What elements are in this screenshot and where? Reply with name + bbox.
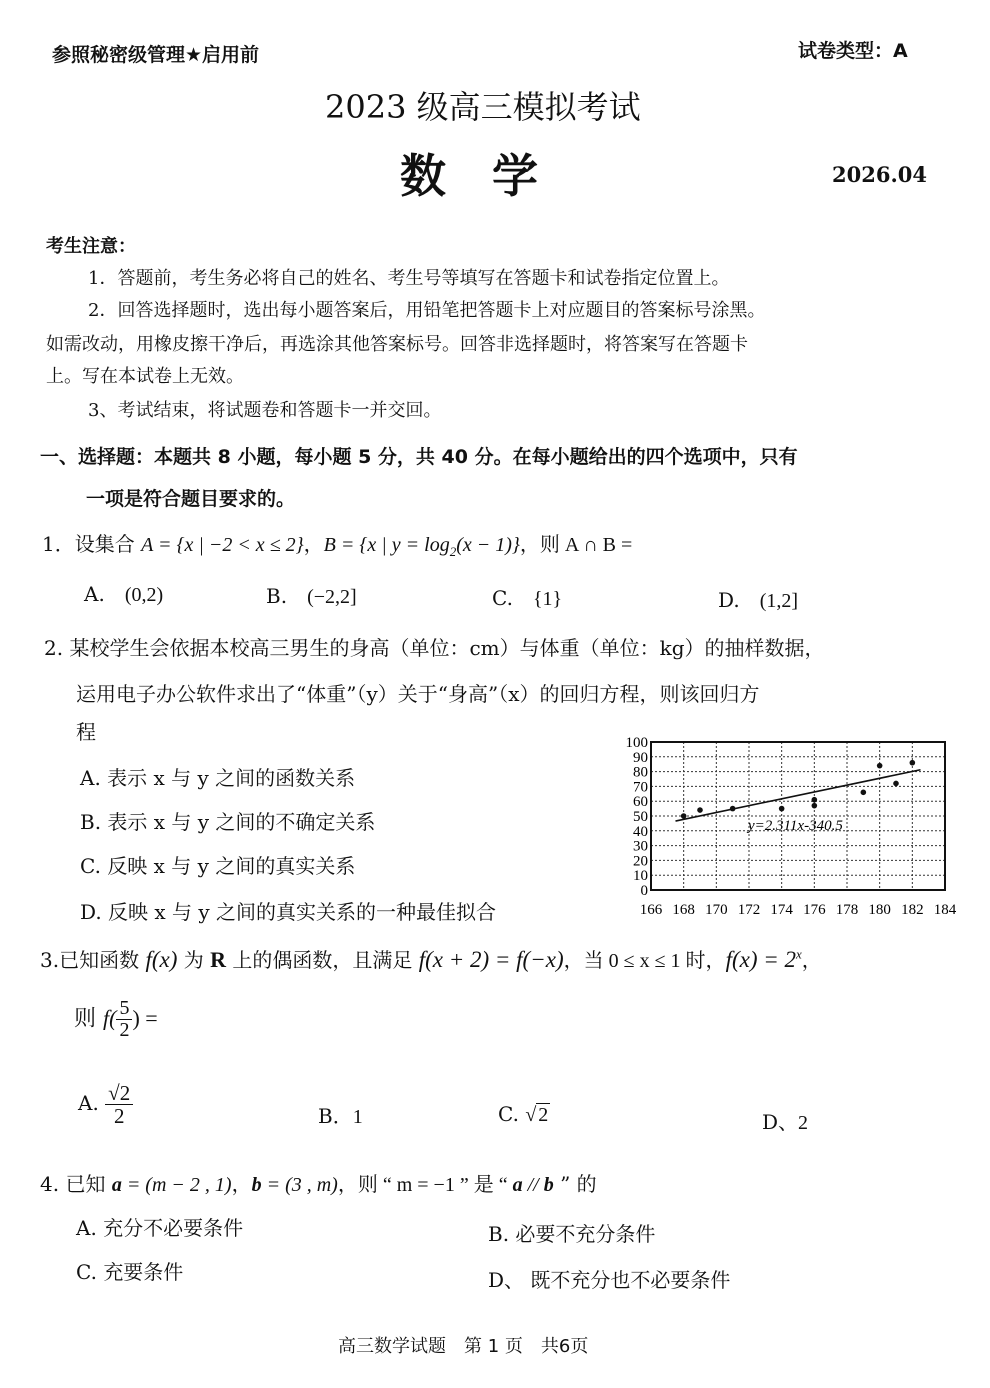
notice-title: 考生注意：: [46, 236, 136, 257]
text-seg: ” 的: [553, 1172, 597, 1196]
data-point: [730, 806, 736, 812]
set-b-pre: B = {x | y = log: [323, 534, 450, 556]
y-tick-label: 60: [633, 794, 648, 811]
confidential-mark: 参照秘密级管理★启用前: [52, 44, 260, 66]
exam-title: 2023 级高三模拟考试: [325, 88, 641, 126]
x-tick-label: 174: [770, 902, 793, 918]
question-1: [42, 528, 632, 560]
y-tick-label: 40: [633, 823, 648, 840]
question-4: [40, 1168, 597, 1197]
x-tick-label: 176: [803, 902, 826, 918]
exam-date: 2026.04: [832, 162, 927, 187]
option-label: B．: [318, 1104, 353, 1128]
option-value: 1: [352, 1106, 363, 1128]
q1-option-c[interactable]: [492, 582, 562, 611]
q2-option-a[interactable]: [80, 762, 355, 791]
x-tick-label: 184: [933, 902, 957, 918]
option-label: C.: [76, 1260, 97, 1284]
option-value: 既不充分也不必要条件: [530, 1268, 731, 1292]
comma: ，: [303, 532, 324, 556]
question-number: 3.: [40, 948, 60, 972]
q4-option-a[interactable]: [76, 1212, 243, 1241]
data-point: [697, 807, 703, 813]
def-pre: f(x) = 2: [725, 947, 796, 972]
q4-option-c[interactable]: [76, 1256, 183, 1285]
data-point: [893, 781, 899, 787]
question-text: 某校学生会依据本校高三男生的身高（单位：cm）与体重（单位：kg）的抽样数据，: [69, 636, 825, 660]
option-label: A.: [84, 582, 105, 606]
q3-option-c[interactable]: [498, 1102, 550, 1127]
option-label: A.: [76, 1216, 97, 1240]
exponent: x: [796, 946, 802, 962]
option-value: 反映 x 与 y 之间的真实关系: [107, 854, 356, 878]
scatter-chart: [610, 728, 970, 924]
function-f: f(x): [145, 947, 178, 972]
option-value: 2: [798, 1112, 809, 1134]
x-tick-label: 170: [705, 902, 728, 918]
y-tick-label: 90: [633, 749, 648, 766]
data-point: [812, 797, 818, 803]
q2-option-d[interactable]: [80, 896, 496, 925]
option-label: B.: [488, 1222, 510, 1246]
question-number: 1．: [42, 532, 75, 556]
log-base: 2: [449, 544, 457, 559]
radicand: 2: [538, 1104, 549, 1126]
vector-b-def: = (3 , m): [261, 1174, 338, 1196]
question-text: 设集合: [74, 532, 142, 556]
q3-option-d[interactable]: [762, 1106, 808, 1135]
real-set: R: [210, 947, 226, 972]
text-seg: 上的偶函数，且满足: [225, 948, 419, 972]
data-point: [877, 763, 883, 769]
option-label: A.: [78, 1091, 99, 1116]
q1-option-a[interactable]: [84, 578, 163, 607]
option-label: B.: [266, 584, 288, 608]
text-seg: ，: [801, 948, 822, 972]
section-heading: 一、选择题：本题共 8 小题，每小题 5 分，共 40 分。在每小题给出的四个选项中，只有: [40, 446, 798, 468]
set-b-post: (x − 1)}: [456, 534, 520, 556]
option-label: C.: [492, 586, 513, 610]
q4-option-b[interactable]: [488, 1218, 655, 1247]
q3-option-b[interactable]: [318, 1100, 363, 1129]
option-value: {1}: [532, 588, 563, 610]
regression-label: y=2.311x-340.5: [748, 818, 843, 834]
q1-option-b[interactable]: [266, 580, 357, 609]
text-seg: ，则 “ m = −1 ” 是 “: [337, 1174, 513, 1196]
regression-line: [676, 770, 921, 821]
data-points: [681, 760, 915, 819]
q1-option-d[interactable]: [718, 584, 798, 613]
option-value: √ 2: [525, 1104, 549, 1126]
question-2-cont: 运用电子办公软件求出了“体重”（y）关于“身高”（x）的回归方程，则该回归方: [76, 682, 760, 706]
data-point: [910, 760, 916, 766]
q2-option-b[interactable]: [80, 806, 375, 835]
vector-a: a: [111, 1174, 122, 1196]
question-number: 4.: [40, 1172, 60, 1196]
text-seg: 则: [74, 1006, 103, 1032]
q2-option-c[interactable]: [80, 850, 355, 879]
notice-item-1: 1．答题前，考生务必将自己的姓名、考生号等填写在答题卡和试卷指定位置上。: [88, 268, 730, 289]
y-axis-ticks: [626, 735, 649, 899]
question-number: 2.: [44, 636, 64, 660]
option-value: 充要条件: [103, 1260, 184, 1284]
data-point: [861, 790, 867, 796]
text-seg: ) =: [132, 1005, 158, 1031]
data-point: [681, 813, 687, 819]
question-2: [44, 632, 825, 661]
question-text: 已知函数: [59, 948, 146, 972]
option-value: [105, 1082, 133, 1127]
section-heading-cont: 一项是符合题目要求的。: [86, 488, 296, 510]
option-value: (1,2]: [759, 590, 799, 612]
q4-option-d[interactable]: [488, 1264, 730, 1293]
y-tick-label: 50: [633, 809, 648, 825]
vector-b: b: [251, 1174, 262, 1196]
option-label: D、: [488, 1268, 525, 1292]
question-tail: ，则 A ∩ B =: [519, 534, 633, 556]
fraction-5-2: [116, 998, 132, 1041]
question-2-end: 程: [76, 720, 96, 744]
function-f: f(: [103, 1005, 117, 1031]
denominator: 2: [113, 1104, 125, 1129]
option-value: (0,2): [124, 584, 164, 606]
subject-title: 数 学: [400, 149, 538, 203]
vector-a-def: = (m − 2 , 1): [121, 1174, 232, 1196]
y-tick-label: 0: [640, 883, 648, 899]
option-value: 表示 x 与 y 之间的不确定关系: [107, 810, 376, 834]
data-point: [779, 806, 785, 812]
notice-item-2: 2．回答选择题时，选出每小题答案后，用铅笔把答题卡上对应题目的答案标号涂黑。: [88, 300, 766, 321]
notice-item-3: 3、考试结束，将试题卷和答题卡一并交回。: [88, 400, 442, 421]
vector-b: b: [543, 1174, 554, 1196]
option-value: 表示 x 与 y 之间的函数关系: [107, 766, 356, 790]
x-tick-label: 182: [901, 902, 924, 918]
option-value: (−2,2]: [307, 586, 357, 608]
option-value: 充分不必要条件: [103, 1216, 244, 1240]
page-footer: 高三数学试题 第 1 页 共6页: [338, 1336, 589, 1357]
question-3: [40, 944, 822, 973]
parallel-sign: //: [522, 1174, 544, 1196]
text-seg: ，当 0 ≤ x ≤ 1 时，: [563, 950, 726, 972]
x-tick-label: 168: [672, 902, 695, 918]
x-tick-label: 178: [835, 902, 859, 918]
y-tick-label: 70: [633, 779, 648, 796]
chart-grid: [651, 742, 945, 890]
option-label: A.: [80, 766, 101, 790]
option-label: C.: [80, 854, 101, 878]
set-b: [323, 534, 520, 559]
y-tick-label: 100: [625, 735, 648, 751]
question-3-ask: [74, 998, 158, 1041]
numerator: √2: [105, 1082, 133, 1105]
x-tick-label: 166: [639, 902, 663, 918]
q3-option-a[interactable]: [78, 1082, 133, 1127]
functional-equation: f(x + 2) = f(−x): [418, 947, 564, 972]
function-definition: [726, 947, 802, 972]
option-label: C.: [498, 1102, 519, 1126]
y-tick-label: 20: [633, 853, 648, 870]
text-seg: 已知: [65, 1172, 112, 1196]
notice-item-2-end: 上。写在本试卷上无效。: [46, 366, 244, 387]
text-seg: 为: [177, 948, 211, 972]
set-a: A = {x | −2 < x ≤ 2}: [141, 534, 304, 556]
x-axis-ticks: [640, 902, 957, 918]
data-point: [812, 803, 818, 809]
text-seg: ，: [231, 1172, 252, 1196]
option-label: D、: [762, 1110, 799, 1134]
option-label: D.: [718, 588, 740, 612]
paper-type: 试卷类型：A: [798, 40, 908, 62]
option-value: 反映 x 与 y 之间的真实关系的一种最佳拟合: [108, 900, 497, 924]
numerator: 5: [116, 998, 132, 1020]
notice-item-2-cont: 如需改动，用橡皮擦干净后，再选涂其他答案标号。回答非选择题时，将答案写在答题卡: [46, 334, 748, 355]
x-tick-label: 180: [868, 902, 891, 918]
option-label: D.: [80, 900, 102, 924]
y-tick-label: 80: [633, 764, 648, 781]
y-tick-label: 30: [633, 838, 648, 855]
option-label: B.: [80, 810, 102, 834]
option-value: 必要不充分条件: [515, 1222, 656, 1246]
vector-a: a: [512, 1174, 523, 1196]
y-tick-label: 10: [633, 868, 648, 885]
x-tick-label: 172: [737, 902, 761, 918]
denominator: 2: [119, 1019, 130, 1041]
